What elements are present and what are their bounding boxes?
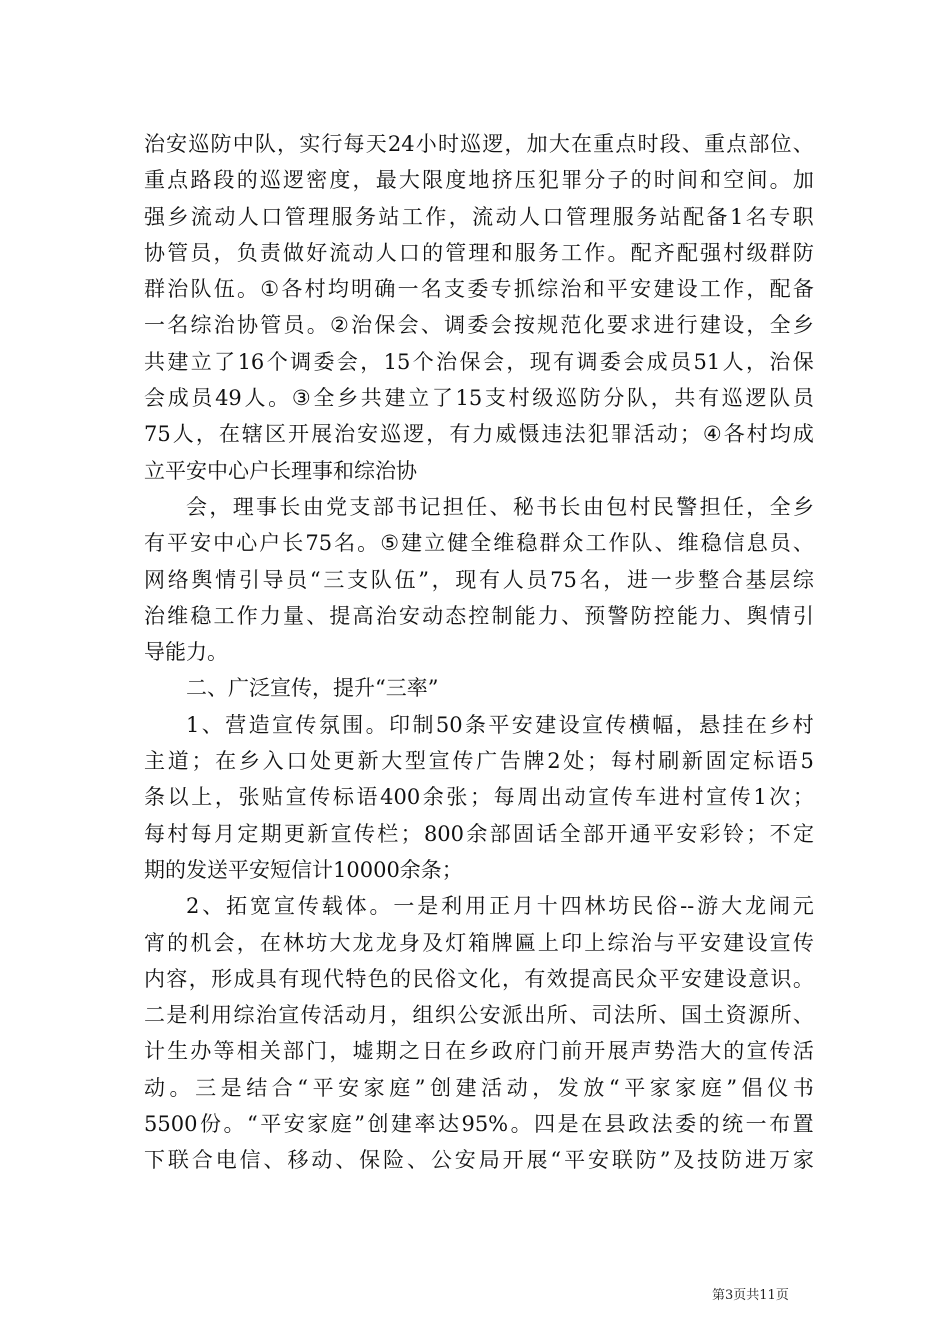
page-number: 第3页共11页 xyxy=(712,1288,789,1303)
text-line: 重 点 路 段 的 巡 逻 密 度 ， 最 大 限 度 地 挤 压 犯 罪 分 子 的 时 间 和 空 间 。 加 xyxy=(144,168,814,193)
text-line: 强 乡 流 动 人 口 管 理 服 务 站 工 作 ， 流 动 人 口 管 理 服 务 站 配 备 1 名 专 职 xyxy=(144,204,814,229)
text-line: 会 成 员 49 人 。 ③ 全 乡 共 建 立 了 15 支 村 级 巡 防 分 队 ， 共 有 巡 逻 队 员 xyxy=(144,386,814,411)
text-line: 共 建 立 了 16 个 调 委 会 ， 15 个 治 保 会 ， 现 有 调 委 会 成 员 51 人 ， 治 保 xyxy=(144,349,814,374)
text-line: 导能力。 xyxy=(144,640,228,665)
text-line: 条 以 上 ， 张 贴 宣 传 标 语 400 余 张 ； 每 周 出 动 宣 传 车 进 村 宣 传 1 次 ； xyxy=(144,785,814,810)
text-line: 治 安 巡 防 中 队 ， 实 行 每 天 24 小 时 巡 逻 ， 加 大 在 重 点 时 段 、 重 点 部 位 、 xyxy=(144,132,814,156)
text-line: 治 维 稳 工 作 力 量 、 提 高 治 安 动 态 控 制 能 力 、 预 警 防 控 能 力 、 舆 情 引 xyxy=(144,603,814,628)
text-line: 每 村 每 月 定 期 更 新 宣 传 栏 ； 800 余 部 固 话 全 部 开 通 平 安 彩 铃 ； 不 定 xyxy=(144,821,814,846)
text-line: 有 平 安 中 心 户 长 75 名 。 ⑤ 建 立 健 全 维 稳 群 众 工 作 队 、 维 稳 信 息 员 、 xyxy=(144,531,814,556)
text-line: 宵 的 机 会 ， 在 林 坊 大 龙 龙 身 及 灯 箱 牌 匾 上 印 上 综 治 与 平 安 建 设 宣 传 xyxy=(144,930,814,955)
text-line: 下 联 合 电 信 、 移 动 、 保 险 、 公 安 局 开 展 “ 平 安 联 防 ” 及 技 防 进 万 家 xyxy=(144,1148,814,1173)
text-line: 协 管 员 ， 负 责 做 好 流 动 人 口 的 管 理 和 服 务 工 作 。 配 齐 配 强 村 级 群 防 xyxy=(144,240,814,265)
text-line: 计 生 办 等 相 关 部 门 ， 墟 期 之 日 在 乡 政 府 门 前 开 展 声 势 浩 大 的 宣 传 活 xyxy=(144,1039,814,1064)
text-line: 二、广泛宣传，提升“三率” xyxy=(186,676,439,701)
text-line: 一 名 综 治 协 管 员 。 ② 治 保 会 、 调 委 会 按 规 范 化 要 求 进 行 建 设 ， 全 乡 xyxy=(144,313,814,338)
text-line: 动 。 三 是 结 合 “ 平 安 家 庭 ” 创 建 活 动 ， 发 放 “ 平 家 家 庭 ” 倡 仪 书 xyxy=(144,1075,814,1100)
text-line: 主 道 ； 在 乡 入 口 处 更 新 大 型 宣 传 广 告 牌 2 处 ； 每 村 刷 新 固 定 标 语 5 xyxy=(144,749,814,774)
text-line: 二 是 利 用 综 治 宣 传 活 动 月 ， 组 织 公 安 派 出 所 、 司 法 所 、 国 土 资 源 所 、 xyxy=(144,1003,814,1028)
text-line: 5500 份 。 “ 平 安 家 庭 ” 创 建 率 达 95% 。 四 是 在 县 政 法 委 的 统 一 布 置 xyxy=(144,1112,814,1137)
text-line: 期的发送平安短信计10000余条； xyxy=(144,857,463,882)
text-line: 2 、 拓 宽 宣 传 载 体 。 一 是 利 用 正 月 十 四 林 坊 民 俗 -- 游 大 龙 闹 元 xyxy=(186,894,814,919)
text-line: 1 、 营 造 宣 传 氛 围 。 印 制 50 条 平 安 建 设 宣 传 横 幅 ， 悬 挂 在 乡 村 xyxy=(186,712,814,737)
text-line: 内 容 ， 形 成 具 有 现 代 特 色 的 民 俗 文 化 ， 有 效 提 高 民 众 平 安 建 设 意 识 。 xyxy=(144,966,814,991)
text-line: 网 络 舆 情 引 导 员 “ 三 支 队 伍 ” ， 现 有 人 员 75 名 ， 进 一 步 整 合 基 层 综 xyxy=(144,567,814,592)
text-line: 会 ， 理 事 长 由 党 支 部 书 记 担 任 、 秘 书 长 由 包 村 民 警 担 任 ， 全 乡 xyxy=(186,494,814,519)
text-line: 75 人 ， 在 辖 区 开 展 治 安 巡 逻 ， 有 力 威 慑 违 法 犯 罪 活 动 ； ④ 各 村 均 成 xyxy=(144,422,814,447)
document-body xyxy=(144,126,814,1179)
text-line: 立平安中心户长理事和综治协 xyxy=(144,458,417,483)
text-line: 群 治 队 伍 。 ① 各 村 均 明 确 一 名 支 委 专 抓 综 治 和 平 安 建 设 工 作 ， 配 备 xyxy=(144,277,814,302)
